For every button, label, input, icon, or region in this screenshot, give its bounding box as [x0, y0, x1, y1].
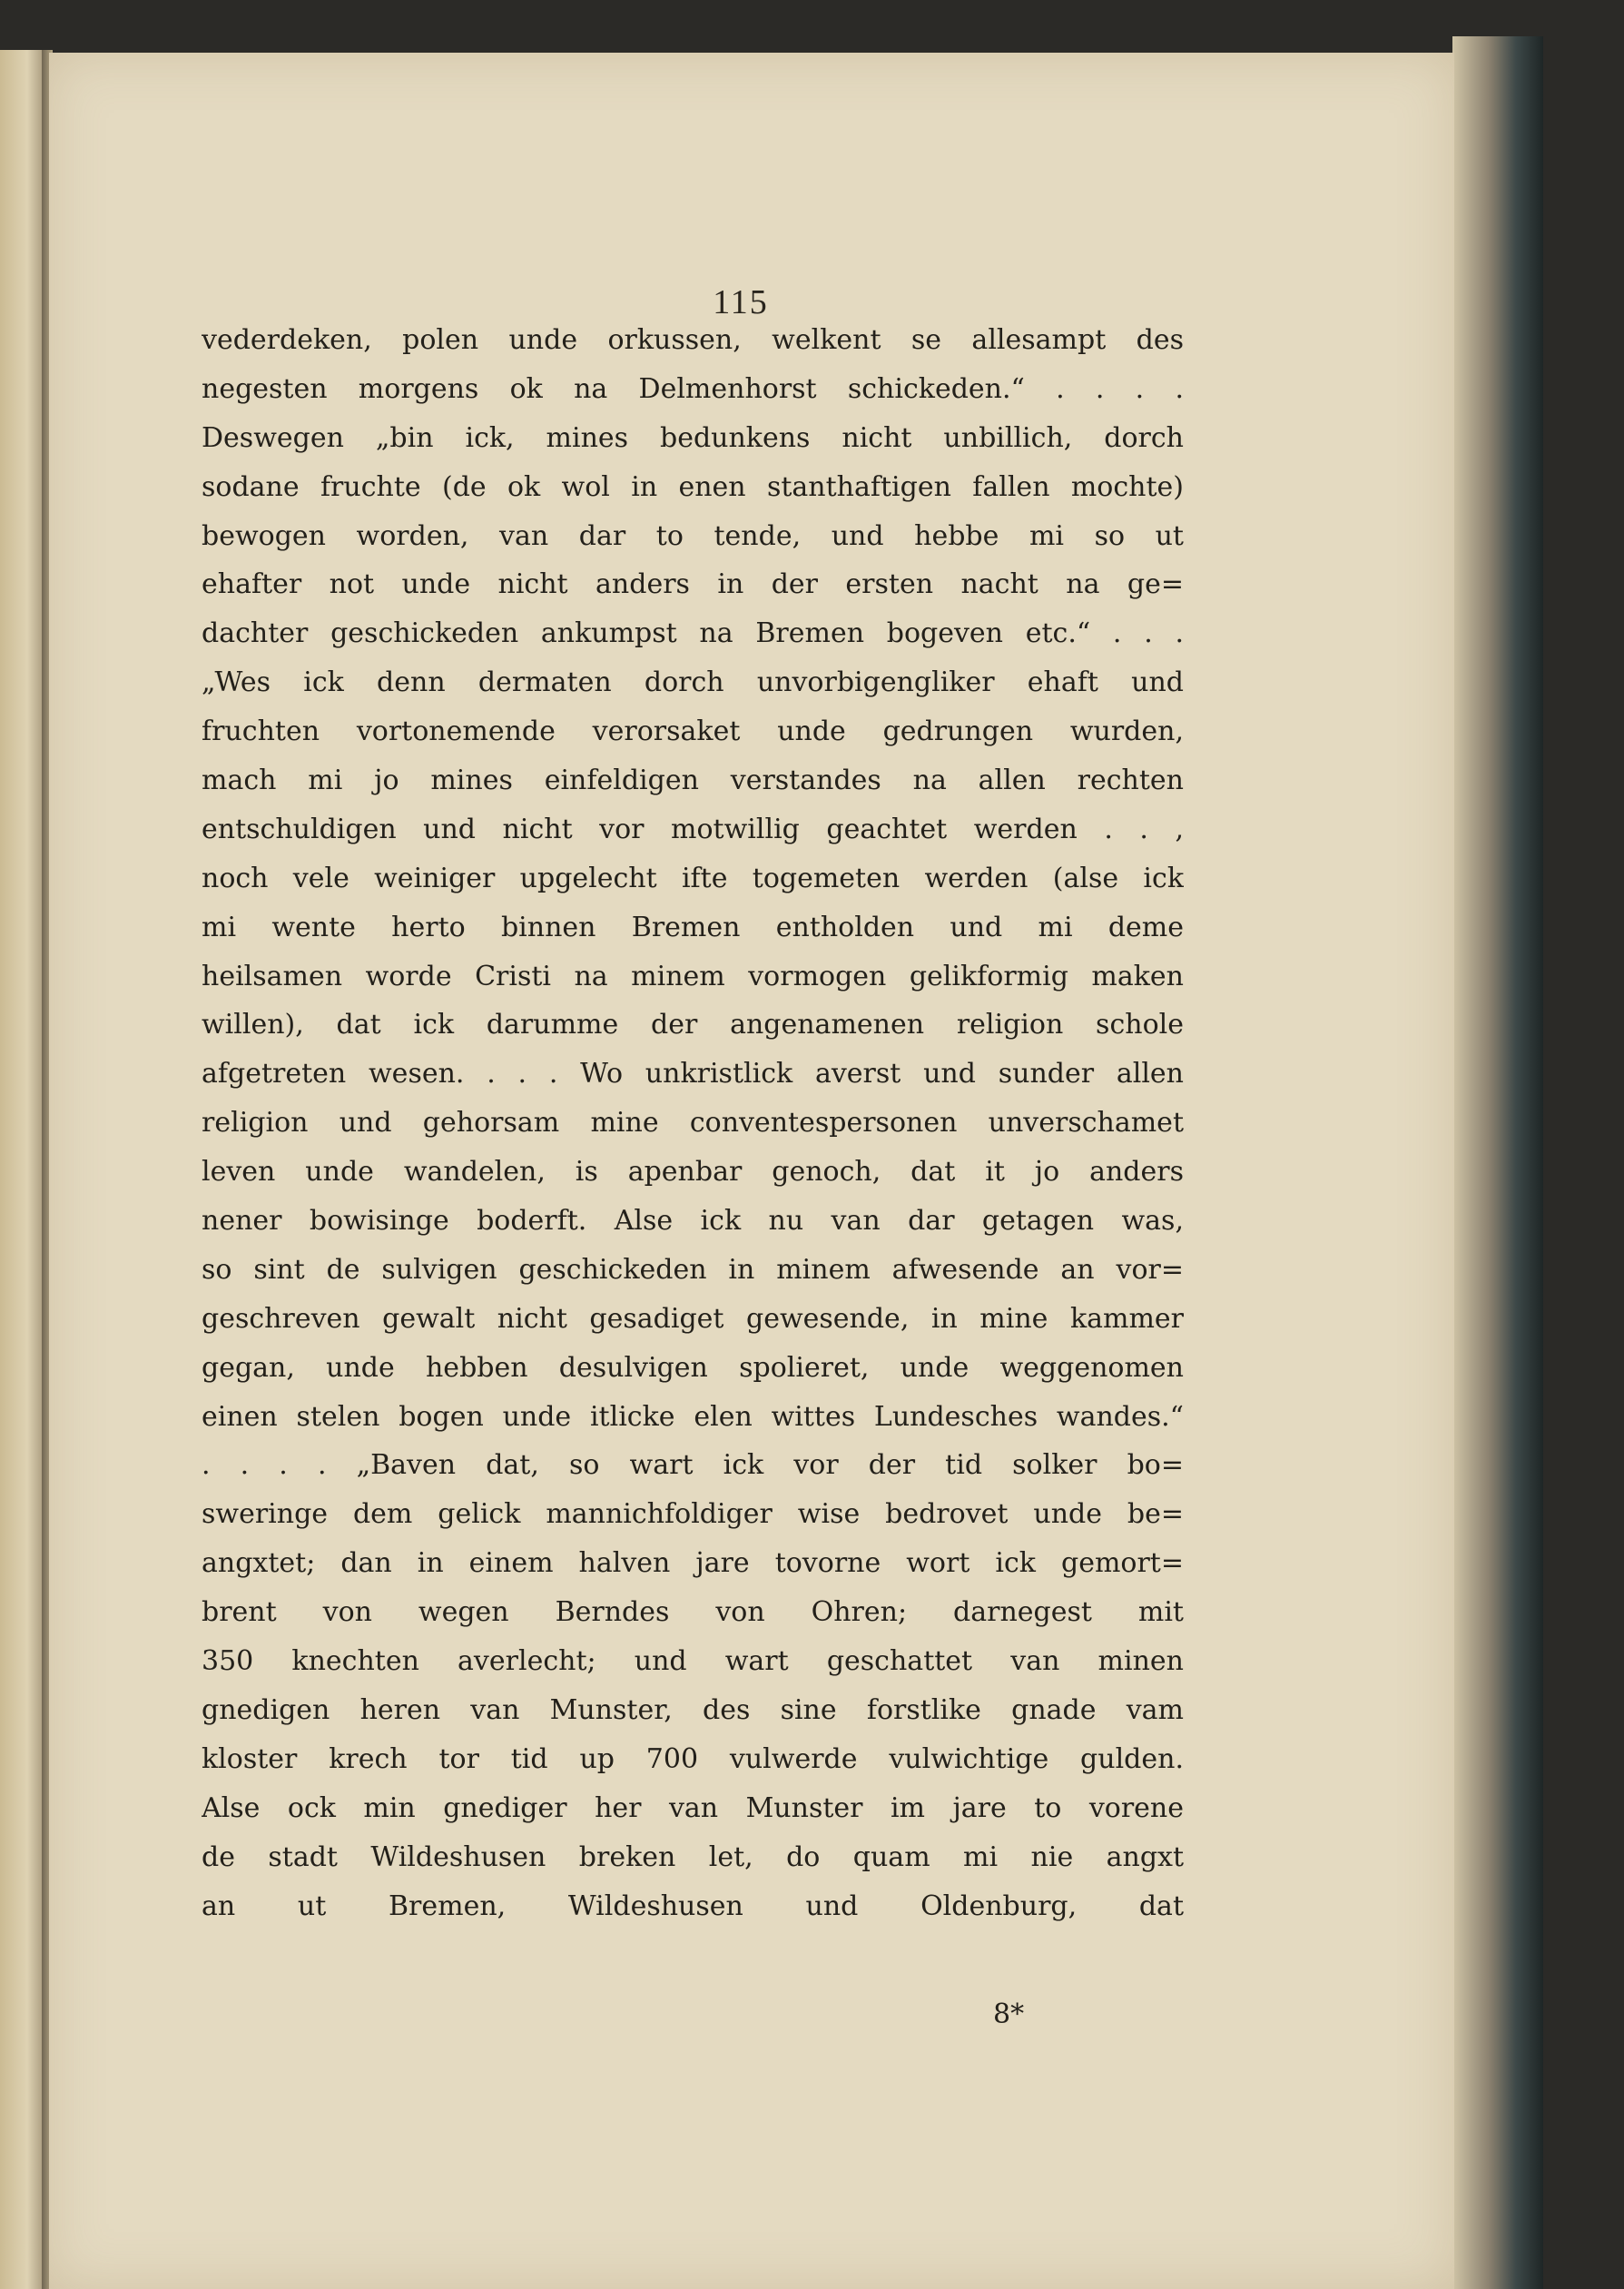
- text-line: mach mi jo mines einfeldigen verstandes na allen rechten: [202, 765, 1184, 797]
- text-line: heilsamen worde Cristi na minem vormogen gelikformig maken: [202, 960, 1184, 992]
- text-line: religion und gehorsam mine conventespersonen unverschamet: [202, 1107, 1184, 1140]
- text-line: mi wente herto binnen Bremen entholden und mi deme: [202, 911, 1184, 943]
- text-line: de stadt Wildeshusen breken let, do quam mi nie angxt: [202, 1840, 1184, 1873]
- text-line: . . . . „Baven dat, so wart ick vor der tid solker bo=: [202, 1449, 1184, 1482]
- text-line: 350 knechten averlecht; und wart geschattet van minen: [202, 1645, 1184, 1678]
- text-line: an ut Bremen, Wildeshusen und Oldenburg, dat: [202, 1889, 1184, 1922]
- text-line: vederdeken, polen unde orkussen, welkent se allesampt des: [202, 324, 1184, 356]
- text-line: fruchten vortonemende verorsaket unde gedrungen wurden,: [202, 715, 1184, 748]
- text-line: negesten morgens ok na Delmenhorst schickeden.“ . . . .: [202, 372, 1184, 405]
- text-line: geschreven gewalt nicht gesadiget gewesende, in mine kammer: [202, 1302, 1184, 1335]
- text-line: gnedigen heren van Munster, des sine forstlike gnade vam: [202, 1693, 1184, 1726]
- text-line: brent von wegen Berndes von Ohren; darnegest mit: [202, 1596, 1184, 1629]
- text-line: so sint de sulvigen geschickeden in minem afwesende an vor=: [202, 1253, 1184, 1286]
- text-line: „Wes ick denn dermaten dorch unvorbigengliker ehaft und: [202, 666, 1184, 699]
- text-line: willen), dat ick darumme der angenamenen religion schole: [202, 1009, 1184, 1041]
- text-line: gegan, unde hebben desulvigen spolieret, unde weggenomen: [202, 1351, 1184, 1384]
- text-line: einen stelen bogen unde itlicke elen wittes Lundesches wandes.“: [202, 1400, 1184, 1433]
- book-edge: [1452, 36, 1543, 2289]
- body-text: [202, 316, 1184, 1930]
- printer-signature-mark: 8*: [993, 1998, 1025, 2030]
- text-line: afgetreten wesen. . . . Wo unkristlick averst und sunder allen: [202, 1058, 1184, 1090]
- text-line: leven unde wandelen, is apenbar genoch, dat it jo anders: [202, 1156, 1184, 1189]
- text-line: kloster krech tor tid up 700 vulwerde vulwichtige gulden.: [202, 1742, 1184, 1775]
- text-line: Deswegen „bin ick, mines bedunkens nicht unbillich, dorch: [202, 421, 1184, 454]
- text-line: sodane fruchte (de ok wol in enen stanthaftigen fallen mochte): [202, 470, 1184, 503]
- text-line: entschuldigen und nicht vor motwillig geachtet werden . . ,: [202, 813, 1184, 845]
- text-line: sweringe dem gelick mannichfoldiger wise bedrovet unde be=: [202, 1498, 1184, 1531]
- text-line: dachter geschickeden ankumpst na Bremen bogeven etc.“ . . .: [202, 617, 1184, 650]
- text-line: bewogen worden, van dar to tende, und hebbe mi so ut: [202, 519, 1184, 552]
- text-line: angxtet; dan in einem halven jare tovorne wort ick gemort=: [202, 1547, 1184, 1580]
- text-line: ehafter not unde nicht anders in der ersten nacht na ge=: [202, 568, 1184, 601]
- text-line: Alse ock min gnediger her van Munster im jare to vorene: [202, 1791, 1184, 1824]
- left-page-edge: [0, 50, 45, 2289]
- text-line: noch vele weiniger upgelecht ifte togemeten werden (alse ick: [202, 862, 1184, 894]
- text-line: nener bowisinge boderft. Alse ick nu van dar getagen was,: [202, 1205, 1184, 1238]
- page-number: 115: [713, 283, 769, 321]
